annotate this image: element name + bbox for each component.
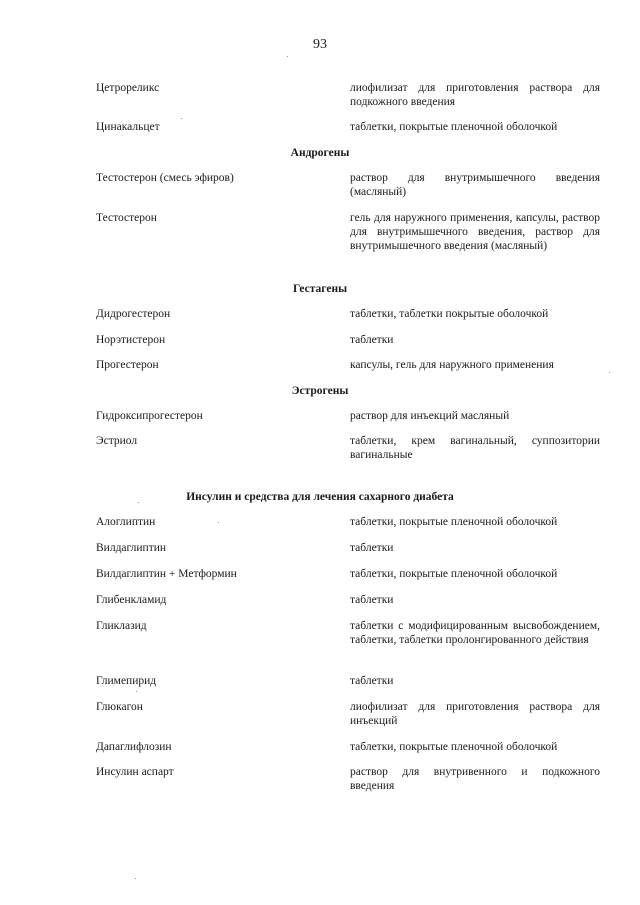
drug-name: Глибенкламид — [96, 594, 167, 606]
drug-form: гель для наружного применения, капсулы, раствор для внутримышечного введения, раствор для внутримышечного введения (масляный) — [350, 212, 600, 252]
section-heading: Гестагены — [292, 283, 348, 295]
drug-form: таблетки, крем вагинальный, суппозитории вагинальные — [350, 435, 600, 461]
page-number: 93 — [313, 37, 327, 52]
drug-name: Эстриол — [96, 435, 138, 447]
drug-name: Вилдаглиптин — [96, 542, 167, 554]
drug-name: Прогестерон — [96, 359, 159, 371]
drug-form: раствор для внутримышечного введения (масляный) — [350, 172, 600, 198]
scan-speck — [136, 691, 137, 692]
drug-name: Гидроксипрогестерон — [96, 410, 203, 422]
section-heading: Эстрогены — [291, 385, 349, 397]
drug-form: таблетки — [350, 594, 394, 606]
drug-name: Тестостерон — [96, 212, 157, 224]
drug-form: таблетки, покрытые пленочной оболочкой — [350, 121, 558, 133]
drug-form: раствор для инъекций масляный — [350, 410, 510, 422]
drug-form: таблетки — [350, 542, 394, 554]
drug-name: Глимепирид — [96, 675, 157, 687]
drug-form: лиофилизат для приготовления раствора для инъекций — [350, 701, 600, 727]
section-heading: Андрогены — [290, 147, 350, 159]
drug-name: Дидрогестерон — [96, 308, 171, 320]
drug-name: Дапаглифлозин — [96, 741, 172, 753]
scan-speck — [135, 878, 136, 879]
drug-name: Тестостерон (смесь эфиров) — [96, 172, 234, 184]
drug-name: Гликлазид — [96, 620, 147, 632]
drug-form: таблетки, таблетки покрытые оболочкой — [350, 308, 549, 320]
drug-form: таблетки, покрытые пленочной оболочкой — [350, 516, 558, 528]
scan-speck — [609, 372, 610, 373]
drug-form: лиофилизат для приготовления раствора для подкожного введения — [350, 82, 600, 108]
drug-form: таблетки — [350, 675, 394, 687]
drug-name: Инсулин аспарт — [96, 766, 174, 778]
drug-name: Глюкагон — [96, 701, 143, 713]
drug-name: Вилдаглиптин + Метформин — [96, 568, 237, 580]
drug-form: капсулы, гель для наружного применения — [350, 359, 554, 371]
drug-form: таблетки с модифицированным высвобождением, таблетки, таблетки пролонгированного действия — [350, 620, 600, 646]
drug-form: таблетки — [350, 334, 394, 346]
scan-speck — [287, 56, 288, 57]
drug-form: раствор для внутривенного и подкожного введения — [350, 766, 600, 792]
scan-speck — [218, 522, 219, 523]
drug-form: таблетки, покрытые пленочной оболочкой — [350, 741, 558, 753]
section-heading: Инсулин и средства для лечения сахарного диабета — [186, 491, 454, 503]
scan-speck — [138, 502, 139, 503]
drug-name: Алоглиптин — [96, 516, 156, 528]
drug-name: Цинакальцет — [96, 121, 160, 133]
scan-speck — [181, 118, 182, 119]
drug-name: Цетрореликс — [96, 82, 160, 94]
drug-form: таблетки, покрытые пленочной оболочкой — [350, 568, 558, 580]
drug-name: Норэтистерон — [96, 334, 166, 346]
